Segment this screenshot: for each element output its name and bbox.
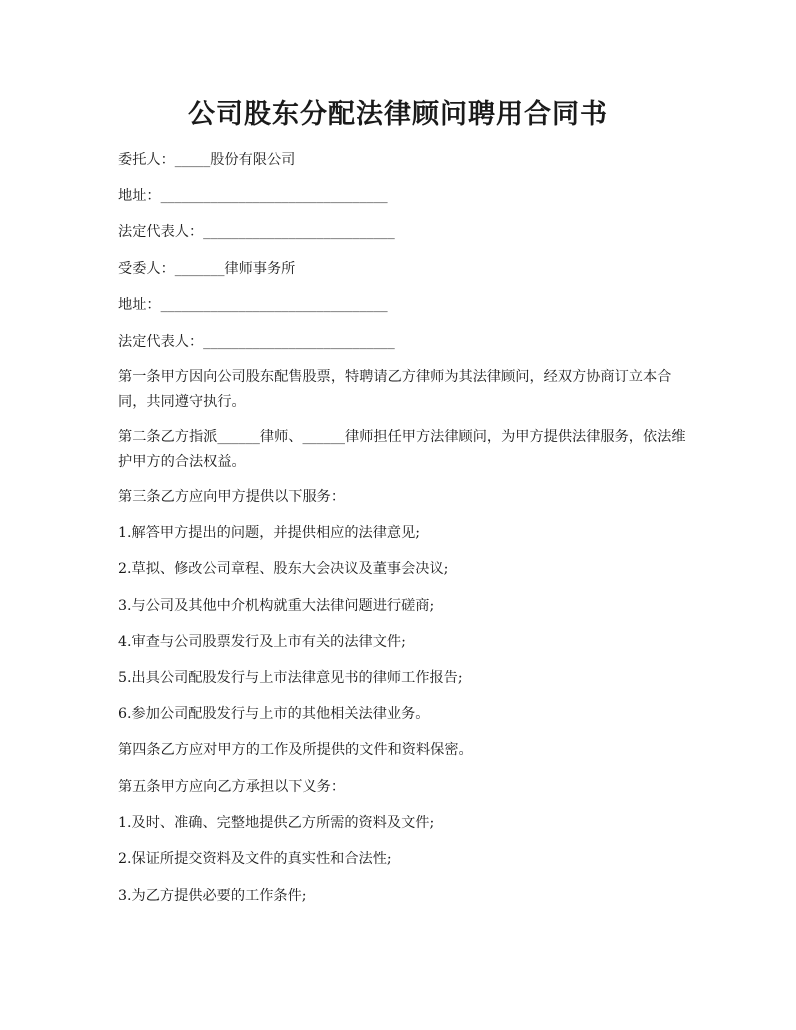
article-3-heading: 第三条乙方应向甲方提供以下服务： [118, 489, 346, 505]
article-3-item-1: 1.解答甲方提出的问题，并提供相应的法律意见; [118, 525, 421, 541]
client-line: 委托人：_____股份有限公司 [118, 152, 296, 168]
article-1: 第一条甲方因向公司股东配售股票，特聘请乙方律师为其法律顾问，经双方协商订立本合同，共同遵守执行。 [118, 369, 672, 410]
client-address-line: 地址：________________________________ [118, 188, 388, 204]
article-3-item-5: 5.出具公司配股发行与上市法律意见书的律师工作报告; [118, 670, 463, 686]
article-3-item-6: 6.参加公司配股发行与上市的其他相关法律业务。 [118, 706, 430, 722]
article-5-item-1: 1.及时、准确、完整地提供乙方所需的资料及文件; [118, 815, 435, 831]
trustee-line: 受委人：_______律师事务所 [118, 261, 296, 277]
article-3-item-4: 4.审查与公司股票发行及上市有关的法律文件; [118, 634, 406, 650]
trustee-address-line: 地址：________________________________ [118, 297, 388, 313]
article-3-item-2: 2.草拟、修改公司章程、股东大会决议及董事会决议; [118, 561, 449, 577]
trustee-representative-line: 法定代表人：___________________________ [118, 334, 395, 350]
article-5-item-2: 2.保证所提交资料及文件的真实性和合法性; [118, 851, 392, 867]
article-5-heading: 第五条甲方应向乙方承担以下义务： [118, 779, 346, 795]
client-representative-line: 法定代表人：___________________________ [118, 224, 395, 240]
article-3-item-3: 3.与公司及其他中介机构就重大法律问题进行磋商; [118, 598, 435, 614]
article-4: 第四条乙方应对甲方的工作及所提供的文件和资料保密。 [118, 742, 473, 758]
document-title: 公司股东分配法律顾问聘用合同书 [188, 99, 608, 130]
article-2: 第二条乙方指派______律师、______律师担任甲方法律顾问，为甲方提供法律服务，依法维护甲方的合法权益。 [118, 429, 686, 470]
article-5-item-3: 3.为乙方提供必要的工作条件; [118, 888, 307, 904]
